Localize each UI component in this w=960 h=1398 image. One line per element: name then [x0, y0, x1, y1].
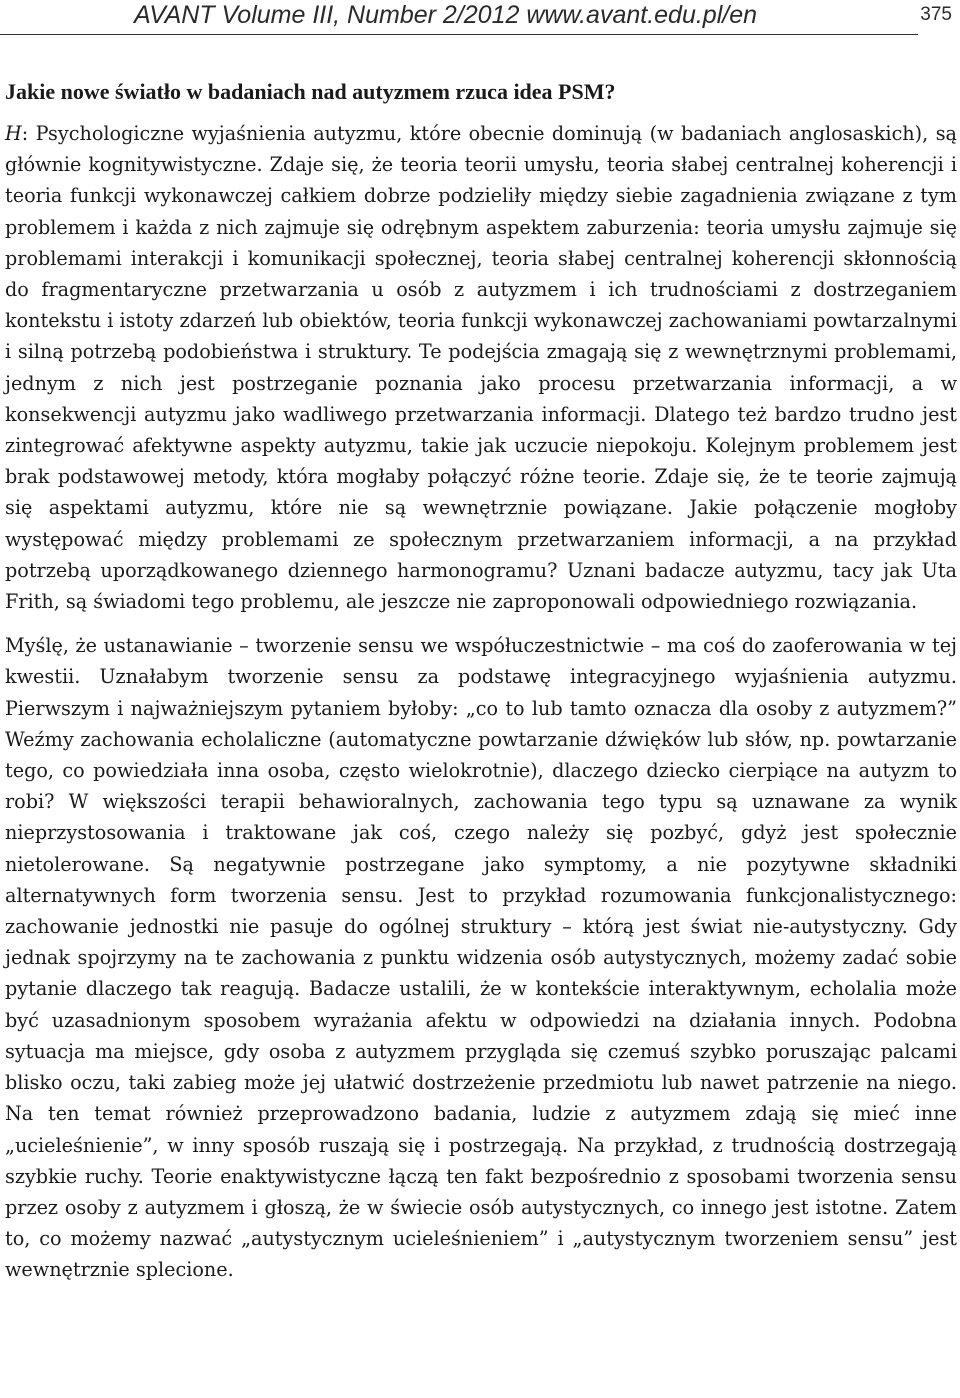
speaker-label: H: [5, 122, 22, 145]
header-rule: [0, 34, 918, 35]
paragraph-text: Myślę, że ustanawianie – tworzenie sensu we współuczestnictwie – ma coś do zaoferowania w tej kwestii. Uznałabym tworzenie sensu za podstawę integracyjnego wyjaśnienia autyzmu. Pierwszym i najważniejszym pytaniem byłoby: „co to lub tamto oznacza dla osoby z autyzmem?” Weźmy zachowania echolaliczne (automatyczne powtarzanie dźwięków lub słów, np. powtarzanie tego, co powiedziała inna osoba, często wielokrotnie), dlaczego dziecko cierpiące na autyzm to robi? W większości terapii behawioralnych, zachowania tego typu są uznawane za wynik nieprzystosowania i traktowane jak coś, czego należy się pozbyć, gdyż jest społecznie nietolerowane. Są negatywnie postrzegane jako symptomy, a nie pozytywne składniki alternatywnych form tworzenia sensu. Jest to przykład rozumowania funkcjonalistycznego: zachowanie jednostki nie pasuje do ogólnej struktury – którą jest świat nie-autystyczny. Gdy jednak spojrzymy na te zachowania z punktu widzenia osób autystycznych, możemy zadać sobie pytanie dlaczego tak reagują. Badacze ustalili, że w kontekście interaktywnym, echolalia może być uzasadnionym sposobem wyrażania afektu w odpowiedzi na działania innych. Podobna sytuacja ma miejsce, gdy osoba z autyzmem przygląda się czemuś szybko poruszając palcami blisko oczu, taki zabieg może jej ułatwić dostrzeżenie przedmiotu lub nawet patrzenie na niego. Na ten temat również przeprowadzono badania, ludzie z autyzmem zdają się mieć inne „ucieleśnienie”, w inny sposób ruszają się i postrzegają. Na przykład, z trudnością dostrzegają szybkie ruchy. Teorie enaktywistyczne łączą ten fakt bezpośrednio z sposobami tworzenia sensu przez osoby z autyzmem i głoszą, że w świecie osób autystycznych, co innego jest istotne. Zatem to, co możemy nazwać „autystycznym ucieleśnieniem” i „autystycznym tworzeniem sensu” jest wewnętrznie splecione.: [5, 634, 957, 1282]
page-number: 375: [920, 4, 952, 25]
answer-paragraph-1: [5, 118, 957, 617]
paragraph-text: Psychologiczne wyjaśnienia autyzmu, które obecnie dominują (w badaniach anglosaskich), są głównie kognitywistyczne. Zdaje się, że teoria teorii umysłu, teoria słabej centralnej koherencji i teoria funkcji wykonawczej całkiem dobrze podzieliły między siebie zagadnienia związane z tym problemem i każda z nich zajmuje się odrębnym aspektem zaburzenia: teoria umysłu zajmuje się problemami interakcji i komunikacji społecznej, teoria słabej centralnej koherencji skłonnością do fragmentaryczne przetwarzania u osób z autyzmem i ich trudnościami z dostrzeganiem kontekstu i istoty zdarzeń lub obiektów, teoria funkcji wykonawczej zachowaniami powtarzalnymi i silną potrzebą podobieństwa i struktury. Te podejścia zmagają się z wewnętrznymi problemami, jednym z nich jest postrzeganie poznania jako procesu przetwarzania informacji, a w konsekwencji autyzmu jako wadliwego przetwarzania informacji. Dlatego też bardzo trudno jest zintegrować afektywne aspekty autyzmu, takie jak uczucie niepokoju. Kolejnym problemem jest brak podstawowej metody, która mogłaby połączyć różne teorie. Zdaje się, że te teorie zajmują się aspektami autyzmu, które nie są wewnętrznie powiązane. Jakie połączenie mogłoby występować między problemami ze społecznym przetwarzaniem informacji, a na przykład potrzebą uporządkowanego dziennego harmonogramu? Uznani badacze autyzmu, tacy jak Uta Frith, są świadomi tego problemu, ale jeszcze nie zaproponowali odpowiedniego rozwiązania.: [5, 122, 957, 614]
journal-title: AVANT Volume III, Number 2/2012 www.avant.edu.pl/en: [134, 1, 758, 29]
interview-question: Jakie nowe światło w badaniach nad autyzmem rzuca idea PSM?: [5, 79, 616, 104]
article-body: [5, 76, 957, 1286]
speaker-separator: :: [21, 122, 36, 145]
running-header: [0, 0, 960, 40]
answer-paragraph-2: [5, 630, 957, 1285]
